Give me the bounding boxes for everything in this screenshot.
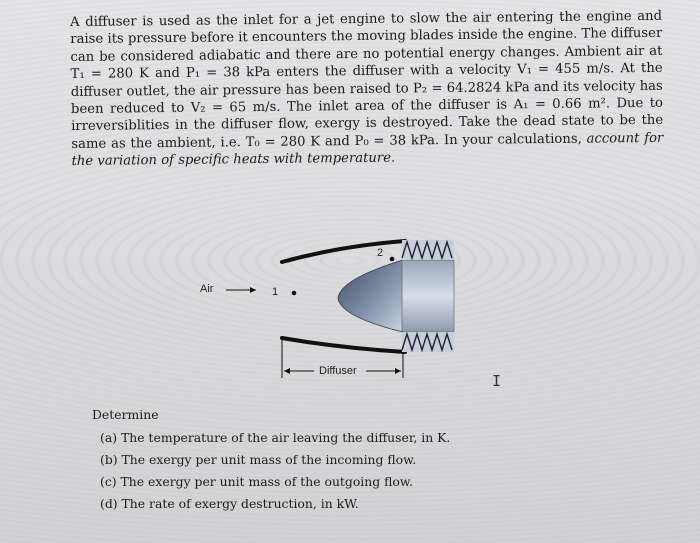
state-2-label: 2: [377, 247, 384, 259]
state-1-dot: [292, 291, 297, 296]
task-items: [92, 427, 592, 515]
tasks-heading: Determine: [92, 407, 159, 422]
task-item-c: (c) The exergy per unit mass of the outgoing flow.: [100, 474, 413, 489]
diffuser-diagram: [190, 228, 490, 388]
problem-emphasis: account for the variation of specific heats with temperature.: [71, 130, 664, 170]
task-item-a: (a) The temperature of the air leaving the diffuser, in K.: [100, 430, 451, 445]
engine-hub: [402, 260, 454, 332]
air-label: Air: [200, 283, 214, 295]
state-1-label: 1: [272, 286, 279, 298]
diffuser-upper-wall: [282, 241, 405, 262]
problem-text: A diffuser is used as the inlet for a jet engine to slow the air entering the engine and raise its pressure before it encounters the moving blades inside the engine. The diffuser can be considered adiabatic and there are no potential energy changes. Ambient air at T₁ = 280 K and P₁ = 38 kPa enters the diffuser with a velocity V₁ = 455 m/s. At the diffuser outlet, the air pressure has been raised to P₂ = 64.2824 kPa and its velocity has been reduced to V₂ = 65 m/s. The inlet area of the diffuser is A₁ = 0.66 m². Due to irreversiblities in the diffuser flow, exergy is destroyed. Take the dead state to be the same as the ambient, i.e. T₀ = 280 K and P₀ = 38 kPa. In your calculations,: [70, 8, 664, 152]
task-list: [92, 404, 592, 515]
nose-cone: [338, 260, 403, 332]
text-cursor-icon: I: [492, 372, 502, 390]
diffuser-label: Diffuser: [319, 365, 357, 377]
diffuser-lower-wall: [282, 338, 405, 352]
diffuser-figure: [190, 228, 490, 388]
problem-statement: [70, 8, 664, 171]
task-item-d: (d) The rate of exergy destruction, in kW.: [100, 496, 359, 511]
task-item-b: (b) The exergy per unit mass of the incoming flow.: [100, 452, 417, 467]
state-2-dot: [390, 257, 395, 262]
problem-paragraph: [70, 8, 664, 171]
